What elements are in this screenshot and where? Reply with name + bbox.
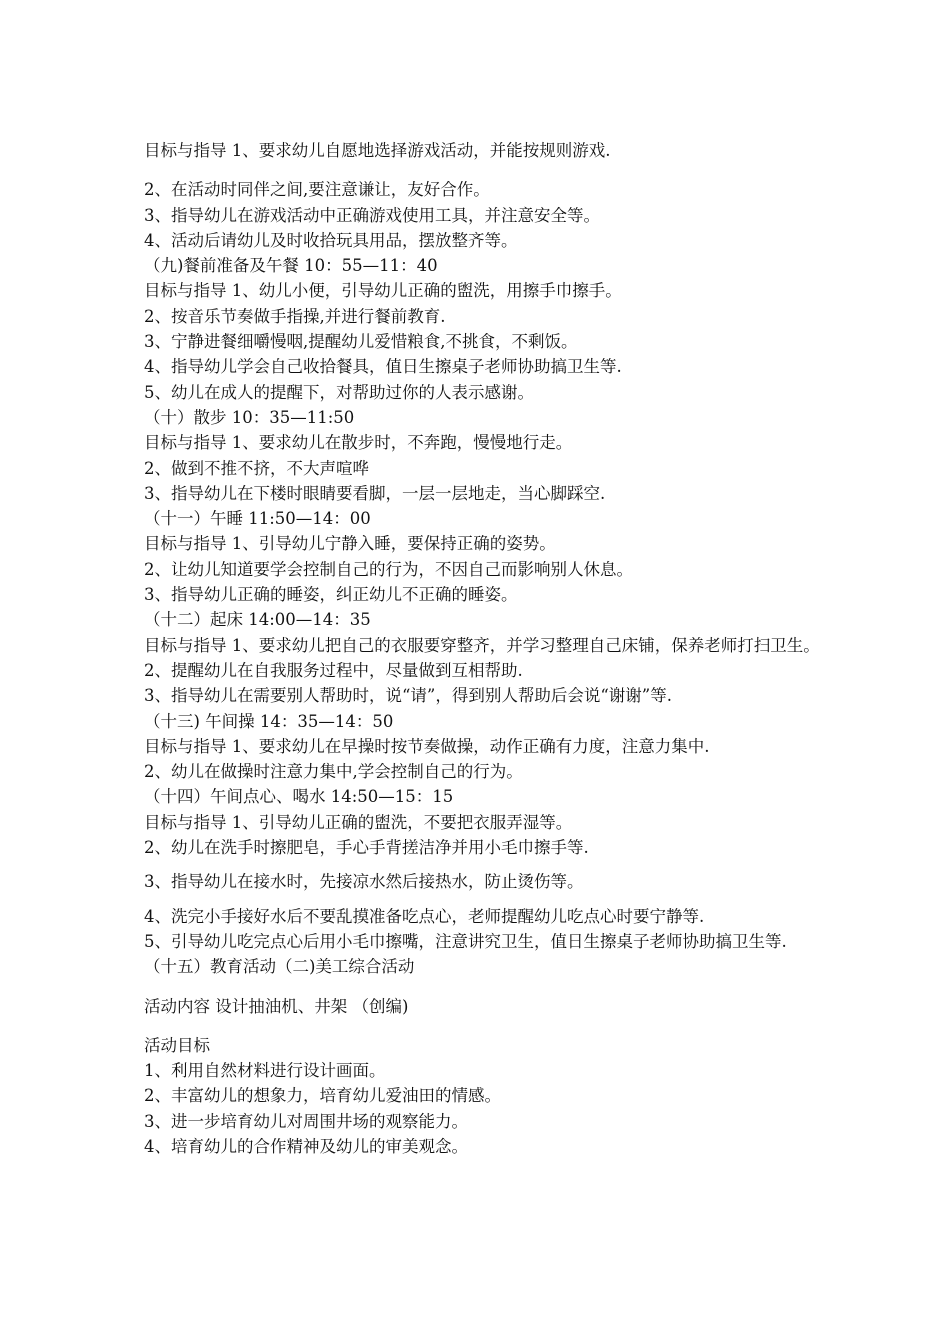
text-line: 2、幼儿在做操时注意力集中,学会控制自己的行为。 bbox=[144, 762, 523, 782]
text-line: 2、在活动时同伴之间,要注意谦让，友好合作。 bbox=[144, 180, 490, 200]
text-line: 4、培育幼儿的合作精神及幼儿的审美观念。 bbox=[144, 1136, 468, 1156]
text-line: 3、指导幼儿在游戏活动中正确游戏使用工具，并注意安全等。 bbox=[144, 205, 600, 225]
text-line: 目标与指导 1、幼儿小便，引导幼儿正确的盥洗，用擦手巾擦手。 bbox=[144, 281, 622, 301]
section-heading: （十）散步 10：35—11:50 bbox=[144, 407, 355, 427]
text-line: 3、指导幼儿在需要别人帮助时，说“请”，得到别人帮助后会说“谢谢”等. bbox=[144, 686, 672, 706]
text-line: 2、让幼儿知道要学会控制自己的行为，不因自己而影响别人休息。 bbox=[144, 559, 633, 579]
text-line: 2、提醒幼儿在自我服务过程中，尽量做到互相帮助. bbox=[144, 660, 523, 680]
text-line: 2、按音乐节奏做手指操,并进行餐前教育. bbox=[144, 306, 446, 326]
section-heading: （十二）起床 14:00—14：35 bbox=[144, 610, 371, 630]
text-line: 3、指导幼儿在下楼时眼睛要看脚，一层一层地走，当心脚踩空. bbox=[144, 483, 606, 503]
section-heading: （十三) 午间操 14：35—14：50 bbox=[144, 711, 394, 731]
text-line: 目标与指导 1、引导幼儿正确的盥洗，不要把衣服弄湿等。 bbox=[144, 812, 573, 832]
activity-goals-heading: 活动目标 bbox=[144, 1035, 210, 1055]
section-heading: （十四）午间点心、喝水 14:50—15：15 bbox=[144, 787, 454, 807]
text-line: 目标与指导 1、要求幼儿在早操时按节奏做操，动作正确有力度，注意力集中. bbox=[144, 736, 710, 756]
text-line: 4、指导幼儿学会自己收拾餐具，值日生擦桌子老师协助搞卫生等. bbox=[144, 357, 622, 377]
text-line: 4、洗完小手接好水后不要乱摸准备吃点心，老师提醒幼儿吃点心时要宁静等. bbox=[144, 906, 705, 926]
text-line: 2、幼儿在洗手时擦肥皂，手心手背搓洁净并用小毛巾擦手等. bbox=[144, 838, 589, 858]
text-line: 目标与指导 1、要求幼儿在散步时，不奔跑，慢慢地行走。 bbox=[144, 433, 573, 453]
text-line: 3、宁静进餐细嚼慢咽,提醒幼儿爱惜粮食,不挑食，不剩饭。 bbox=[144, 332, 578, 352]
text-line: 2、做到不推不挤，不大声喧哗 bbox=[144, 458, 369, 478]
document-body bbox=[144, 138, 824, 1159]
text-line: 2、丰富幼儿的想象力，培育幼儿爱油田的情感。 bbox=[144, 1086, 501, 1106]
text-line: 目标与指导 1、要求幼儿自愿地选择游戏活动，并能按规则游戏. bbox=[144, 141, 611, 160]
text-line: 4、活动后请幼儿及时收拾玩具用品，摆放整齐等。 bbox=[144, 230, 518, 250]
text-line: 3、指导幼儿正确的睡姿，纠正幼儿不正确的睡姿。 bbox=[144, 585, 518, 605]
text-line: 5、幼儿在成人的提醒下，对帮助过你的人表示感谢。 bbox=[144, 382, 534, 402]
text-line: 1、利用自然材料进行设计画面。 bbox=[144, 1061, 386, 1081]
section-heading: （九)餐前准备及午餐 10：55—11：40 bbox=[144, 256, 438, 276]
text-paragraph: 5、引导幼儿吃完点心后用小毛巾擦嘴，注意讲究卫生，值日生擦桌子老师协助搞卫生等. bbox=[144, 931, 787, 951]
section-heading: （十一）午睡 11:50—14：00 bbox=[144, 509, 371, 529]
text-paragraph: 目标与指导 1、要求幼儿把自己的衣服要穿整齐，并学习整理自己床铺，保养老师打扫卫生。 bbox=[144, 635, 820, 655]
text-line: 目标与指导 1、引导幼儿宁静入睡，要保持正确的姿势。 bbox=[144, 534, 556, 554]
section-heading: （十五）教育活动（二)美工综合活动 bbox=[144, 957, 415, 977]
activity-content: 活动内容 设计抽油机、井架 （创编) bbox=[144, 996, 409, 1016]
text-line: 3、进一步培育幼儿对周围井场的观察能力。 bbox=[144, 1111, 468, 1131]
text-line: 3、指导幼儿在接水时，先接凉水然后接热水，防止烫伤等。 bbox=[144, 872, 584, 892]
